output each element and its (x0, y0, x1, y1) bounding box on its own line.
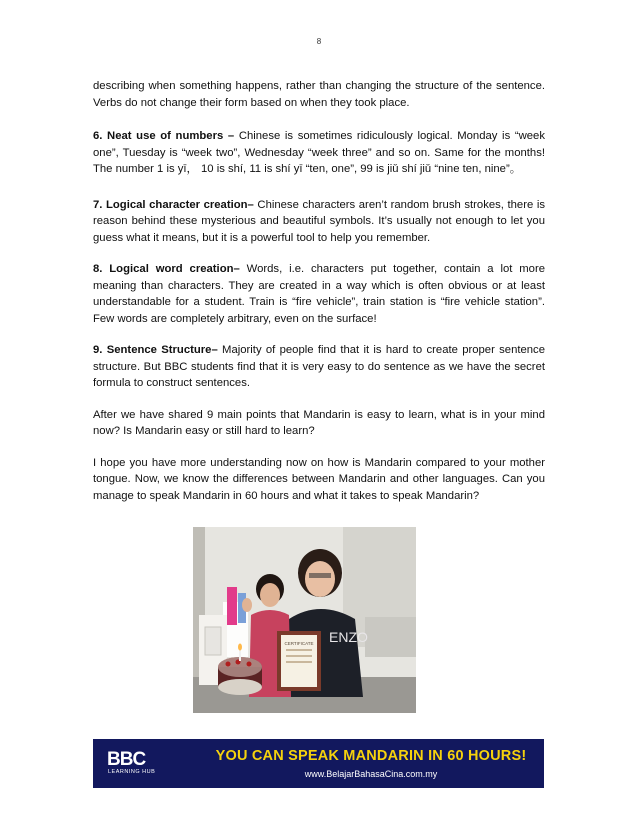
paragraph-verbs: describing when something happens, rather than changing the structure of the sentence. Verbs do not change their form based on when they took place. (93, 80, 545, 109)
heading-character-creation: 7. Logical character creation– (93, 198, 254, 211)
body-word-creation: Words, i.e. characters put together, contain a lot more meaning than characters. They are created in a way which is often obvious or at least understandable for a student. Train is “fire vehicle”, train station is “fire vehicle station”. Few words are completely arbitrary, even on the surface! (93, 263, 545, 325)
page-number: 8 (316, 37, 322, 46)
banner-headline: YOU CAN SPEAK MANDARIN IN 60 HOURS! (215, 748, 527, 764)
bbc-logo-text: BBC (107, 749, 146, 770)
paragraph-character-creation (93, 197, 545, 247)
paragraph-word-creation (93, 261, 545, 327)
bbc-logo (107, 750, 163, 778)
body-character-creation: Chinese characters aren’t random brush strokes, there is reason behind these mysterious and beautiful symbols. It’s usually not enough to let you guess what it means, but it is a powerful tool to help you remember. (93, 198, 545, 244)
bbc-logo-subtitle: LEARNING HUB (108, 769, 156, 775)
heading-numbers: 6. Neat use of numbers – (93, 130, 235, 142)
paragraph-closing: I hope you have more understanding now on how is Mandarin compared to your mother tongue. Now, we know the differences between Mandarin and other languages. Can you manage to speak Mandarin in 60 hours and what it takes to speak Mandarin? (93, 456, 545, 502)
heading-sentence-structure: 9. Sentence Structure– (93, 344, 218, 356)
classroom-photo (193, 527, 416, 713)
paragraph-sentence-structure (93, 342, 545, 392)
certificate-text: CERTIFICATE (284, 641, 314, 646)
document-body (93, 78, 545, 519)
banner-url[interactable]: www.BelajarBahasaCina.com.my (304, 769, 438, 779)
shirt-text: ENZO (329, 629, 368, 645)
body-numbers: Chinese is sometimes ridiculously logical. Monday is “week one”, Tuesday is “week two”, Wednesday “week three” and so on. Same for the months! The number 1 is yī， 10 is shí, 11 is shí yī “ten, one”, 99 is jiǔ shí jiǔ “nine ten, nine”。 (93, 130, 545, 175)
photo-illustration (193, 527, 416, 713)
promo-banner (93, 739, 544, 788)
body-sentence-structure: Majority of people find that it is hard to create proper sentence structure. But BBC students find that it is very easy to do sentence as we have the secret formula to construct sentences. (93, 344, 545, 389)
paragraph-numbers (93, 128, 545, 178)
paragraph-summary: After we have shared 9 main points that Mandarin is easy to learn, what is in your mind now? Is Mandarin easy or still hard to learn? (93, 408, 545, 437)
heading-word-creation: 8. Logical word creation– (93, 263, 240, 275)
